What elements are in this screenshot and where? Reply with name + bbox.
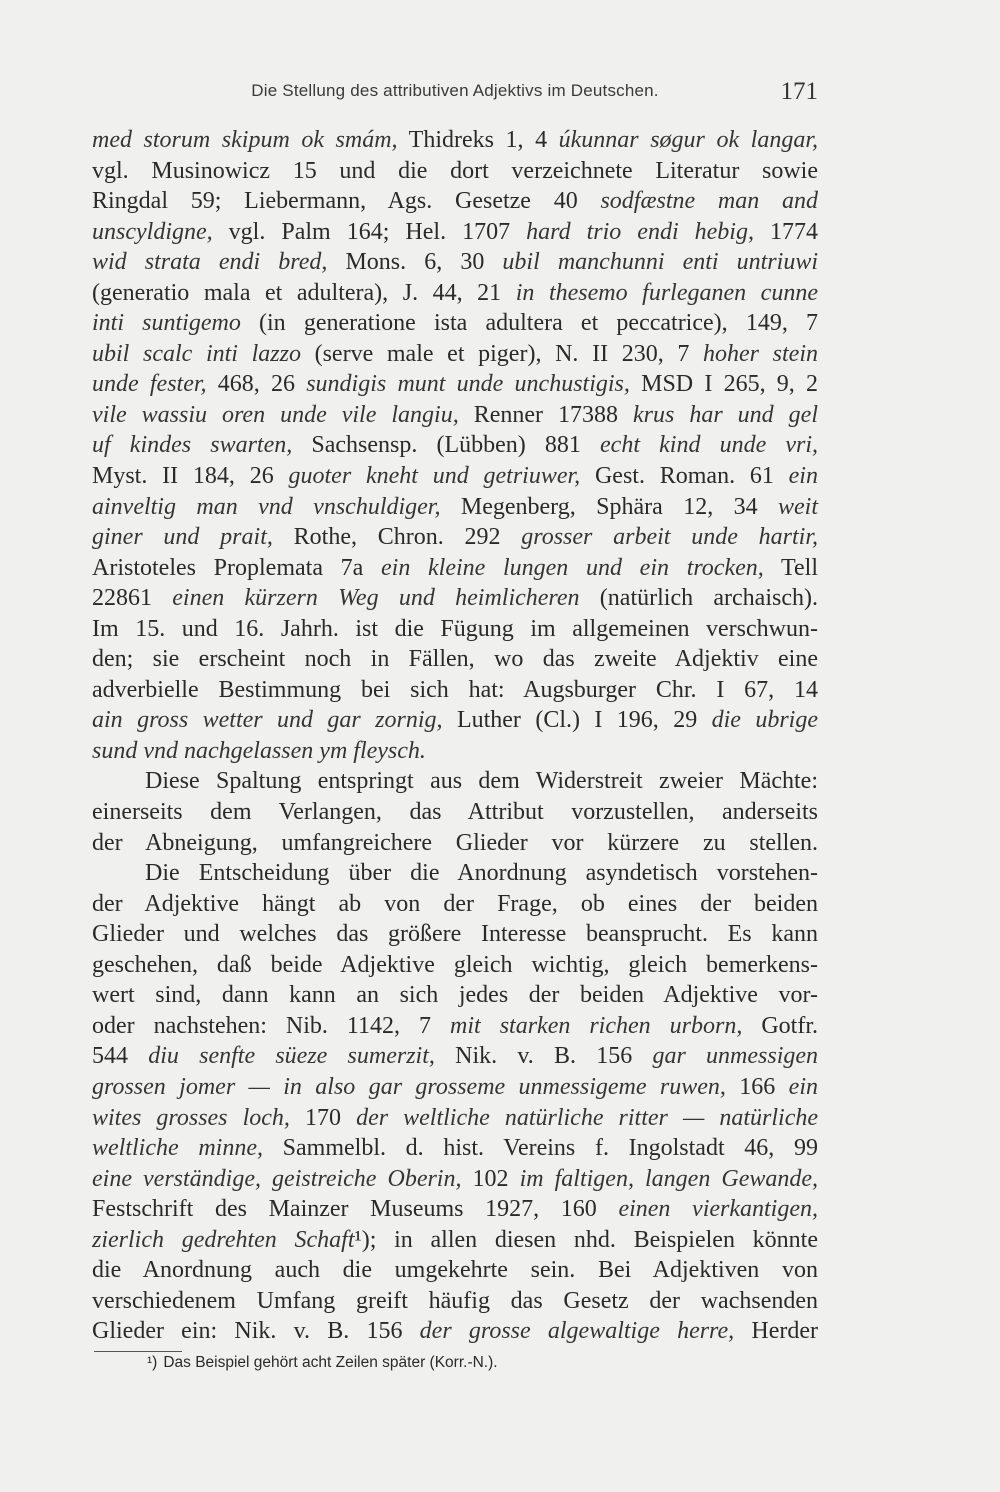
italic-text-run: unde fester,: [92, 371, 207, 398]
roman-text-run: Gotfr.: [742, 1012, 819, 1039]
text-line: [92, 1194, 818, 1225]
italic-text-run: sundigis munt unde unchustigis,: [306, 371, 630, 398]
roman-text-run: geschehen, daß beide Adjektive gleich wichtig, gleich bemerkens-: [92, 951, 818, 978]
running-head: [92, 77, 818, 105]
roman-text-run: Glieder ein: Nik. v. B. 156: [92, 1318, 420, 1345]
text-line: [92, 1255, 818, 1286]
italic-text-run: weit: [778, 493, 818, 520]
italic-text-run: einen kürzern Weg und heimlicheren: [172, 585, 580, 612]
italic-text-run: mit starken richen urborn,: [450, 1012, 743, 1039]
italic-text-run: guoter kneht und getriuwer,: [288, 463, 581, 490]
roman-text-run: Gest. Roman. 61: [580, 463, 789, 490]
roman-text-run: den; sie erscheint noch in Fällen, wo das zweite Adjektiv eine: [92, 646, 818, 673]
roman-text-run: MSD I 265, 9, 2: [629, 371, 819, 398]
roman-text-run: 1774: [753, 218, 819, 245]
italic-text-run: hoher stein: [703, 340, 819, 367]
roman-text-run: Myst. II 184, 26: [92, 463, 289, 490]
text-line: [92, 950, 818, 981]
text-line: [92, 278, 818, 309]
italic-text-run: med storum skipum ok smám,: [92, 127, 398, 153]
italic-text-run: wites grosses loch,: [92, 1104, 290, 1131]
roman-text-run: Die Entscheidung über die Anordnung asyndetisch vorstehen-: [145, 860, 818, 887]
italic-text-run: gar unmessigen: [652, 1043, 819, 1070]
roman-text-run: adverbielle Bestimmung bei sich hat: Augsburger Chr. I 67, 14: [92, 676, 818, 703]
roman-text-run: (in generatione ista adultera et peccatrice), 149, 7: [240, 310, 818, 337]
roman-text-run: Ringdal 59; Liebermann, Ags. Gesetze 40: [92, 188, 601, 215]
roman-text-run: 544: [92, 1043, 149, 1070]
text-line: [92, 1164, 818, 1195]
roman-text-run: Sammelbl. d. hist. Vereins f. Ingolstadt 46, 99: [262, 1135, 818, 1162]
text-line: [92, 583, 818, 614]
text-line: [92, 125, 818, 156]
italic-text-run: einen vierkantigen,: [618, 1196, 818, 1223]
italic-text-run: diu senfte süeze sumerzit,: [148, 1043, 435, 1070]
roman-text-run: verschiedenem Umfang greift häufig das Gesetz der wachsenden: [92, 1287, 818, 1314]
italic-text-run: hard trio endi hebig,: [526, 218, 754, 245]
text-line: [92, 247, 818, 278]
roman-text-run: der Adjektive hängt ab von der Frage, ob eines der beiden: [92, 890, 818, 917]
roman-text-run: ¹); in allen diesen nhd. Beispielen könnte: [354, 1226, 818, 1253]
italic-text-run: ain gross wetter und gar zornig,: [92, 707, 443, 734]
italic-text-run: ein kleine lungen und ein trocken,: [381, 554, 764, 581]
roman-text-run: Festschrift des Mainzer Museums 1927, 160: [92, 1196, 619, 1223]
roman-text-run: 102: [461, 1165, 520, 1192]
text-line: [92, 400, 818, 431]
roman-text-run: (generatio mala et adultera), J. 44, 21: [92, 279, 516, 306]
italic-text-run: der grosse algewaltige herre,: [419, 1318, 735, 1345]
text-line: [92, 644, 818, 675]
text-line: [92, 186, 818, 217]
running-title: Die Stellung des attributiven Adjektivs im Deutschen.: [251, 81, 659, 100]
italic-text-run: sodfæstne man and: [600, 188, 818, 215]
italic-text-run: wid strata endi bred,: [92, 249, 328, 276]
roman-text-run: vgl. Palm 164; Hel. 1707: [212, 218, 527, 245]
roman-text-run: 166: [725, 1073, 789, 1100]
text-line: [92, 156, 818, 187]
italic-text-run: vile wassiu oren unde vile langiu,: [92, 401, 459, 428]
text-line: [92, 553, 818, 584]
text-line: [92, 369, 818, 400]
body-text: [92, 125, 818, 1347]
text-line: [92, 980, 818, 1011]
roman-text-run: Nik. v. B. 156: [434, 1043, 653, 1070]
text-line: [92, 1011, 818, 1042]
text-line: [92, 736, 818, 767]
italic-text-run: uf kindes swarten,: [92, 432, 293, 459]
text-line: [92, 522, 818, 553]
roman-text-run: (serve male et piger), N. II 230, 7: [300, 340, 704, 367]
italic-text-run: sund vnd nachgelassen ym fleysch.: [92, 737, 426, 764]
italic-text-run: echt kind unde vri,: [600, 432, 819, 459]
text-line: [92, 1316, 818, 1347]
text-line: [92, 828, 818, 859]
italic-text-run: unscyldigne,: [92, 218, 213, 245]
roman-text-run: Aristoteles Proplemata 7a: [92, 554, 381, 581]
italic-text-run: im faltigen, langen Gewande,: [519, 1165, 819, 1192]
paragraph: [92, 125, 818, 766]
roman-text-run: (natürlich archaisch).: [579, 585, 818, 612]
text-line: [92, 919, 818, 950]
italic-text-run: inti suntigemo: [92, 310, 241, 337]
italic-text-run: in thesemo furleganen cunne: [515, 279, 818, 306]
italic-text-run: ubil scalc inti lazzo: [92, 340, 301, 367]
italic-text-run: eine verständige, geistreiche Oberin,: [92, 1165, 462, 1192]
text-line: [92, 339, 818, 370]
text-line: [92, 430, 818, 461]
roman-text-run: Glieder und welches das größere Interesse beansprucht. Es kann: [92, 921, 818, 948]
text-line: [92, 461, 818, 492]
page-number: 171: [780, 78, 818, 105]
italic-text-run: grossen jomer — in also gar grosseme unmessigeme ruwen,: [92, 1073, 726, 1100]
italic-text-run: die ubrige: [711, 707, 818, 734]
roman-text-run: vgl. Musinowicz 15 und die dort verzeichnete Literatur sowie: [92, 157, 818, 184]
footnote-marker: ¹): [147, 1354, 158, 1371]
paragraph: [92, 766, 818, 858]
text-line: [92, 797, 818, 828]
paragraph: [92, 858, 818, 1347]
text-line: [92, 1041, 818, 1072]
roman-text-run: Im 15. und 16. Jahrh. ist die Fügung im allgemeinen verschwun-: [92, 615, 818, 642]
italic-text-run: der weltliche natürliche ritter — natürliche: [356, 1104, 819, 1131]
text-line: [92, 1286, 818, 1317]
footnote: [147, 1350, 498, 1376]
text-line: [92, 614, 818, 645]
text-line: [92, 1103, 818, 1134]
roman-text-run: einerseits dem Verlangen, das Attribut vorzustellen, anderseits: [92, 799, 818, 826]
italic-text-run: ein: [788, 1073, 818, 1100]
roman-text-run: wert sind, dann kann an sich jedes der beiden Adjektive vor-: [92, 982, 818, 1009]
footnote-text: Das Beispiel gehört acht Zeilen später (Korr.-N.).: [163, 1354, 498, 1371]
italic-text-run: zierlich gedrehten Schaft: [92, 1226, 355, 1253]
text-line: [92, 675, 818, 706]
roman-text-run: Renner 17388: [458, 401, 634, 428]
italic-text-run: ubil manchunni enti untriuwi: [502, 249, 818, 276]
roman-text-run: Megenberg, Sphära 12, 34: [440, 493, 778, 520]
roman-text-run: Herder: [734, 1318, 818, 1345]
italic-text-run: giner und prait,: [92, 524, 273, 551]
roman-text-run: oder nachstehen: Nib. 1142, 7: [92, 1012, 451, 1039]
roman-text-run: Tell: [763, 554, 818, 581]
roman-text-run: die Anordnung auch die umgekehrte sein. Bei Adjektiven von: [92, 1257, 818, 1284]
italic-text-run: grosser arbeit unde hartir,: [521, 524, 819, 551]
roman-text-run: 170: [289, 1104, 357, 1131]
roman-text-run: Thidreks 1, 4: [397, 127, 559, 153]
italic-text-run: ein: [788, 463, 818, 490]
roman-text-run: der Abneigung, umfangreichere Glieder vor kürzere zu stellen.: [92, 829, 818, 856]
text-line: [92, 308, 818, 339]
italic-text-run: krus har und gel: [633, 401, 818, 428]
text-line: [92, 889, 818, 920]
text-line: [92, 705, 818, 736]
text-line: [92, 1133, 818, 1164]
text-line: [92, 1072, 818, 1103]
roman-text-run: Luther (Cl.) I 196, 29: [442, 707, 712, 734]
text-line: [92, 766, 818, 797]
roman-text-run: 22861: [92, 585, 173, 612]
roman-text-run: Sachsensp. (Lübben) 881: [292, 432, 601, 459]
roman-text-run: 468, 26: [206, 371, 307, 398]
text-line: [92, 217, 818, 248]
text-line: [92, 492, 818, 523]
roman-text-run: Rothe, Chron. 292: [272, 524, 522, 551]
italic-text-run: ainveltig man vnd vnschuldiger,: [92, 493, 441, 520]
italic-text-run: úkunnar søgur ok langar,: [558, 127, 818, 153]
roman-text-run: Mons. 6, 30: [327, 249, 503, 276]
roman-text-run: Diese Spaltung entspringt aus dem Widerstreit zweier Mächte:: [145, 768, 818, 795]
italic-text-run: weltliche minne,: [92, 1135, 263, 1162]
text-line: [92, 858, 818, 889]
text-line: [92, 1225, 818, 1256]
